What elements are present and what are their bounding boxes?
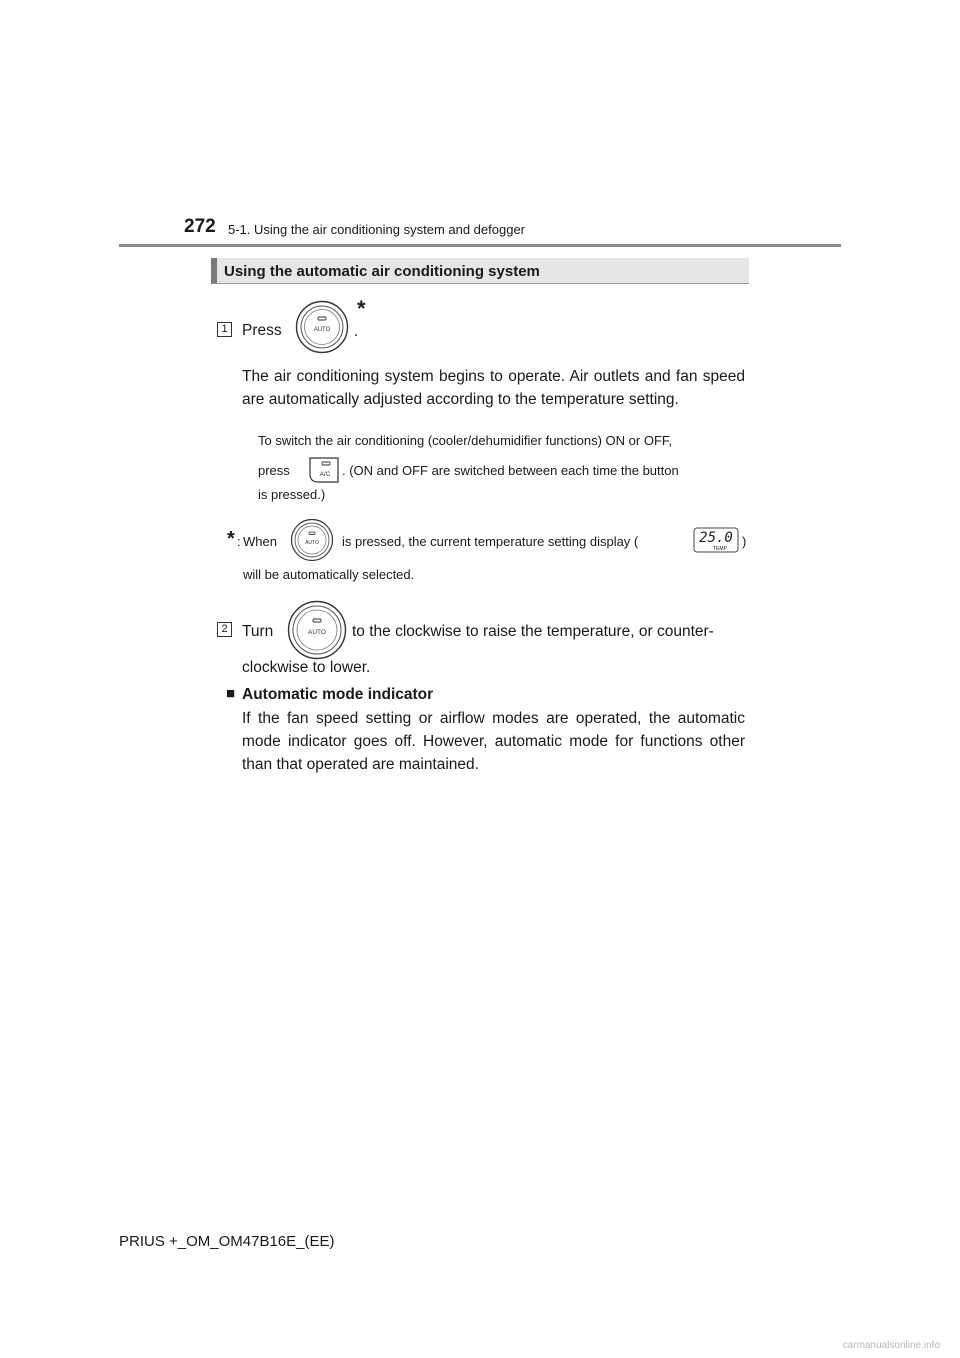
section-heading: Using the automatic air conditioning system	[224, 263, 540, 280]
step1-note-line3: is pressed.)	[258, 487, 326, 502]
section-title: 5-1. Using the air conditioning system and defogger	[228, 222, 526, 237]
temp-display-label: TEMP	[713, 546, 727, 552]
ac-button-label: A/C	[319, 471, 331, 478]
page-number: 272	[184, 216, 216, 237]
subsection-text: If the fan speed setting or airflow modes are operated, the automatic mode indicator goes off. However, automatic mode for functions other than that operated are maintained.	[242, 710, 745, 773]
footnote-when: When	[243, 534, 277, 549]
auto-knob-label: AUTO	[313, 327, 331, 333]
footnote-colon: :	[237, 534, 241, 549]
header-rule	[119, 244, 841, 247]
subsection-bullet: ■	[226, 685, 236, 702]
footnote-end: )	[742, 534, 747, 549]
step2-line2: clockwise to lower.	[242, 659, 371, 676]
step1-note-press: press	[258, 463, 290, 478]
step1-asterisk: *	[357, 296, 366, 321]
temp-display-icon	[693, 527, 739, 553]
footnote-middle: is pressed, the current temperature setting display (	[342, 534, 639, 549]
step1-period: .	[354, 323, 359, 340]
footnote-line2: will be automatically selected.	[243, 567, 415, 582]
auto-knob-large-icon	[287, 600, 347, 660]
auto-knob-icon	[295, 300, 349, 354]
step-number-2: 2	[217, 622, 232, 637]
auto-knob-small-icon	[290, 518, 334, 562]
step2-turn-label: Turn	[242, 623, 274, 640]
footnote-asterisk: *	[227, 528, 235, 550]
svg-text:AUTO: AUTO	[305, 540, 319, 546]
step1-press-label: Press	[242, 322, 282, 339]
temp-display-value: 25.0	[699, 530, 733, 546]
svg-text:AUTO: AUTO	[308, 629, 326, 636]
footer-doc-id: PRIUS +_OM_OM47B16E_(EE)	[119, 1233, 335, 1250]
ac-button-icon	[306, 456, 340, 484]
step-number-1: 1	[217, 322, 232, 337]
step1-note-after: . (ON and OFF are switched between each time the button	[342, 463, 679, 478]
step1-description: The air conditioning system begins to operate. Air outlets and fan speed are automatically adjusted according to the temperature setting.	[242, 368, 745, 408]
subsection-title: Automatic mode indicator	[242, 686, 434, 703]
step1-note-line1: To switch the air conditioning (cooler/dehumidifier functions) ON or OFF,	[258, 433, 673, 448]
watermark: carmanualsonline.info	[842, 1340, 940, 1351]
step2-after-icon: to the clockwise to raise the temperature, or counter-	[352, 623, 714, 640]
